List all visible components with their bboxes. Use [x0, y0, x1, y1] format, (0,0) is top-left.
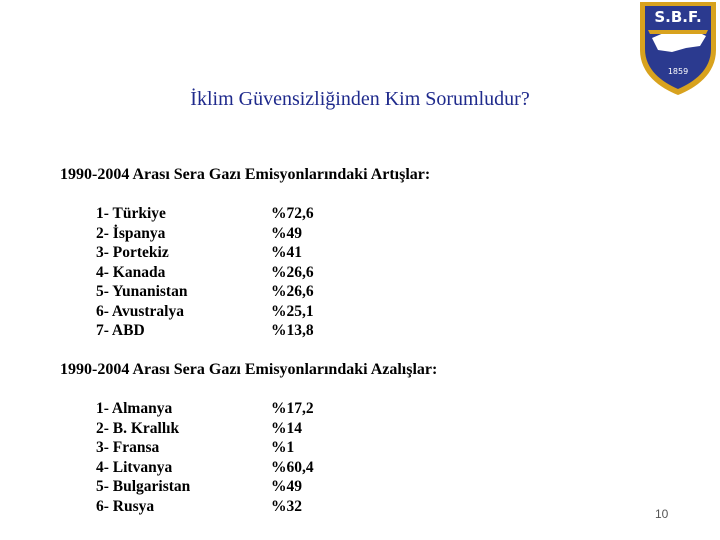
list-item	[96, 322, 396, 342]
country-name: 1- Almanya	[96, 400, 173, 417]
slide-title: İklim Güvensizliğinden Kim Sorumludur?	[190, 88, 530, 110]
emission-value: %32	[271, 497, 302, 515]
list-item	[96, 283, 396, 303]
list-item	[96, 303, 396, 323]
sbf-logo	[636, 0, 720, 96]
country-name: 2- İspanya	[96, 224, 166, 242]
country-name: 4- Litvanya	[96, 458, 173, 476]
list-item	[96, 225, 396, 245]
list-item	[96, 400, 396, 420]
list-item	[96, 478, 396, 498]
page-number: 10	[655, 507, 669, 521]
country-name: 3- Fransa	[96, 439, 160, 456]
list-item	[96, 420, 396, 440]
list-item	[96, 498, 396, 518]
emission-value: %14	[271, 419, 302, 437]
increases-list	[96, 205, 396, 342]
decreases-list	[96, 400, 396, 517]
country-name: 2- B. Krallık	[96, 419, 180, 437]
emission-value: %72,6	[271, 205, 314, 222]
country-name: 3- Portekiz	[96, 244, 169, 261]
emission-value: %26,6	[271, 283, 314, 300]
list-item	[96, 439, 396, 459]
list-item	[96, 459, 396, 479]
list-item	[96, 244, 396, 264]
emission-value: %49	[271, 224, 302, 242]
emission-value: %17,2	[271, 400, 314, 417]
decreases-heading: 1990-2004 Arası Sera Gazı Emisyonlarındaki Azalışlar:	[60, 361, 438, 378]
emission-value: %25,1	[271, 302, 314, 320]
country-name: 1- Türkiye	[96, 205, 166, 222]
country-name: 6- Avustralya	[96, 302, 184, 320]
emission-value: %41	[271, 244, 302, 261]
emission-value: %1	[271, 439, 295, 456]
svg-text:S.B.F.: S.B.F.	[654, 8, 702, 26]
country-name: 5- Yunanistan	[96, 283, 188, 300]
emission-value: %26,6	[271, 263, 314, 281]
country-name: 5- Bulgaristan	[96, 478, 191, 495]
country-name: 6- Rusya	[96, 497, 155, 515]
emission-value: %49	[271, 478, 302, 495]
country-name: 7- ABD	[96, 322, 145, 339]
list-item	[96, 264, 396, 284]
emission-value: %60,4	[271, 458, 314, 476]
emission-value: %13,8	[271, 322, 314, 339]
increases-heading: 1990-2004 Arası Sera Gazı Emisyonlarındaki Artışlar:	[60, 166, 431, 183]
country-name: 4- Kanada	[96, 263, 166, 281]
svg-text:1859: 1859	[667, 67, 689, 76]
list-item	[96, 205, 396, 225]
